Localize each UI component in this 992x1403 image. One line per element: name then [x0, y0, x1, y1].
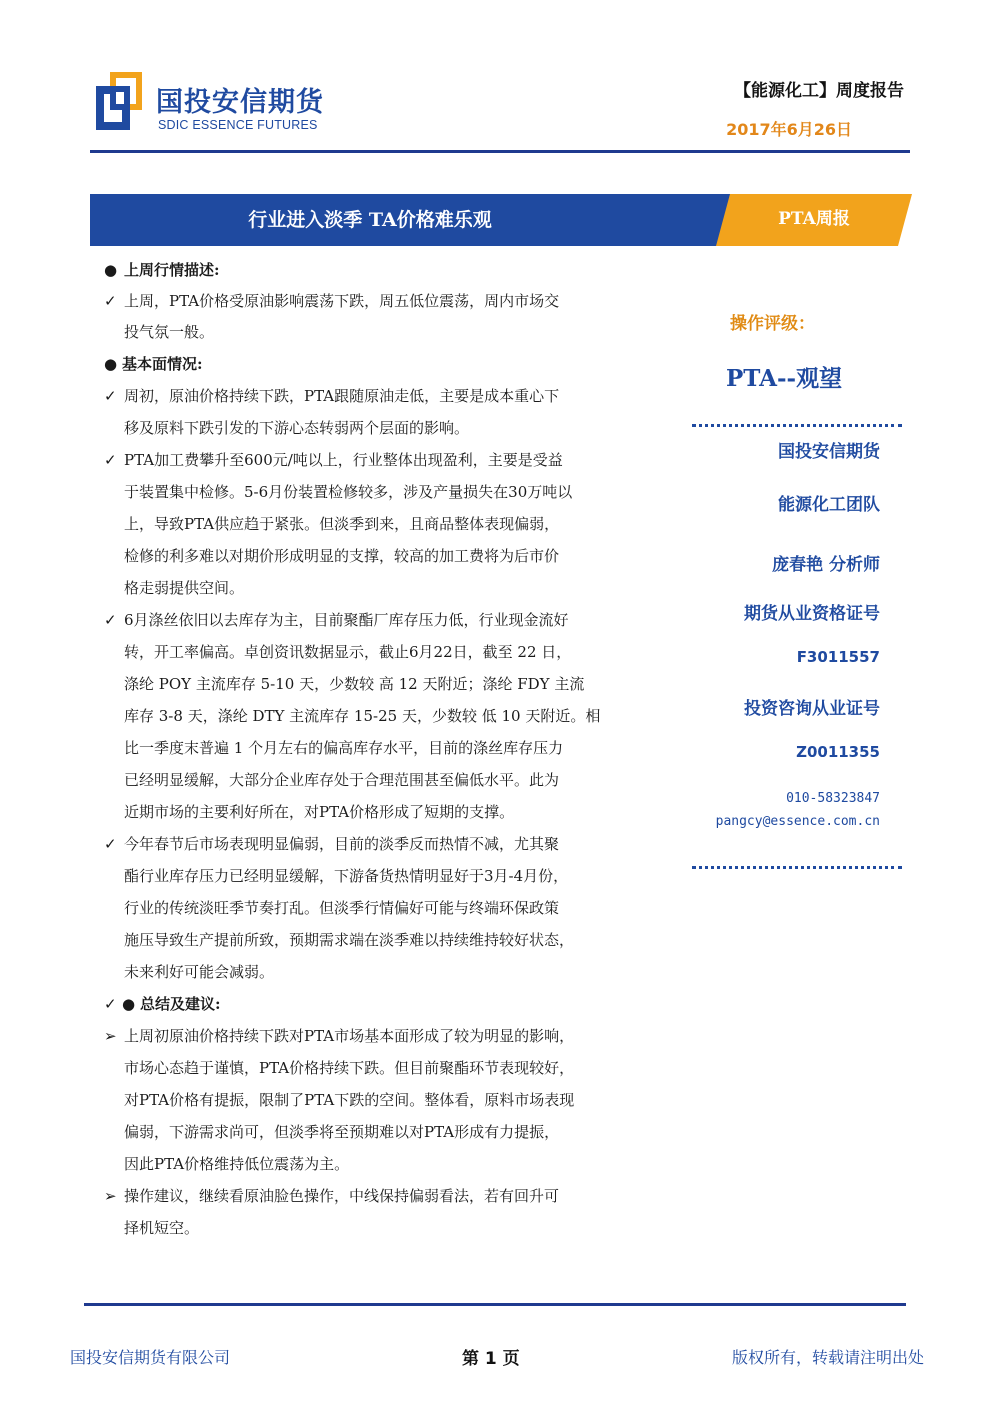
logo-company-name-en: SDIC ESSENCE FUTURES: [158, 118, 318, 132]
paragraph-line: 周初，原油价格持续下跌，PTA跟随原油走低，主要是成本重心下: [124, 387, 560, 405]
cert2-value: Z0011355: [796, 743, 880, 761]
paragraph-line: 于装置集中检修。5-6月份装置检修较多，涉及产量损失在30万吨以: [124, 483, 573, 501]
paragraph-line: 施压导致生产提前所致，预期需求端在淡季难以持续维持较好状态，: [124, 931, 575, 949]
checkmark-icon: ✓: [104, 995, 117, 1013]
paragraph-line: 今年春节后市场表现明显偏弱，目前的淡季反而热情不减，尤其聚: [124, 835, 560, 853]
section-heading: 总结及建议:: [140, 995, 221, 1013]
page-number: 第 1 页: [462, 1349, 520, 1369]
arrow-bullet-icon: ➢: [104, 1187, 117, 1205]
section-heading: 基本面情况:: [122, 355, 203, 373]
paragraph-line: 比一季度末普遍 1 个月左右的偏高库存水平，目前的涤丝库存压力: [124, 739, 564, 757]
header-divider: [90, 150, 910, 153]
rating-label: 操作评级：: [730, 314, 815, 334]
footer-copyright: 版权所有，转载请注明出处: [731, 1348, 924, 1367]
paragraph-line: 格走弱提供空间。: [124, 579, 245, 597]
section-heading: 上周行情描述:: [124, 261, 220, 279]
sidebar-divider: [692, 866, 902, 869]
paragraph-line: 择机短空。: [124, 1219, 200, 1237]
checkmark-icon: ✓: [104, 292, 117, 310]
report-title: 行业进入淡季 TA价格难乐观: [248, 209, 492, 231]
analyst-name: 庞春艳 分析师: [772, 555, 880, 575]
paragraph-line: 酯行业库存压力已经明显缓解，下游备货热情明显好于3月-4月份，: [124, 867, 569, 885]
paragraph-line: 转，开工率偏高。卓创资讯数据显示，截止6月22日，截至 22 日，: [124, 643, 572, 661]
paragraph-line: 移及原料下跌引发的下游心态转弱两个层面的影响。: [124, 419, 470, 437]
checkmark-icon: ✓: [104, 451, 117, 469]
bullet-icon: ●: [122, 995, 136, 1013]
sidebar-team: 能源化工团队: [778, 495, 880, 515]
bullet-icon: ●: [104, 355, 118, 373]
paragraph-line: 已经明显缓解，大部分企业库存处于合理范围甚至偏低水平。此为: [124, 771, 560, 789]
paragraph-line: 偏弱，下游需求尚可，但淡季将至预期难以对PTA形成有力提振，: [124, 1123, 560, 1141]
paragraph-line: 市场心态趋于谨慎，PTA价格持续下跌。但目前聚酯环节表现较好，: [124, 1059, 575, 1077]
report-tag: PTA周报: [778, 209, 850, 229]
cert2-label: 投资咨询从业证号: [744, 699, 880, 719]
checkmark-icon: ✓: [104, 611, 117, 629]
paragraph-line: 未来利好可能会减弱。: [124, 963, 275, 981]
paragraph-line: 上，导致PTA供应趋于紧张。但淡季到来，且商品整体表现偏弱，: [124, 515, 560, 533]
analyst-email: pangcy@essence.com.cn: [715, 814, 880, 829]
logo-company-name: 国投安信期货: [156, 87, 324, 118]
footer-divider: [84, 1303, 906, 1306]
paragraph-line: 操作建议，继续看原油脸色操作，中线保持偏弱看法，若有回升可: [124, 1187, 560, 1205]
bullet-icon: ●: [104, 261, 118, 279]
paragraph-line: PTA加工费攀升至600元/吨以上，行业整体出现盈利，主要是受益: [124, 451, 563, 469]
footer-company: 国投安信期货有限公司: [70, 1348, 231, 1367]
paragraph-line: 近期市场的主要利好所在，对PTA价格形成了短期的支撑。: [124, 803, 515, 821]
paragraph-line: 库存 3-8 天，涤纶 DTY 主流库存 15-25 天，少数较 低 10 天附近。相: [124, 707, 601, 725]
paragraph-line: 对PTA价格有提振，限制了PTA下跌的空间。整体看，原料市场表现: [124, 1091, 575, 1109]
paragraph-line: 投气氛一般。: [124, 323, 215, 341]
paragraph-line: 6月涤丝依旧以去库存为主，目前聚酯厂库存压力低，行业现金流好: [124, 611, 569, 629]
checkmark-icon: ✓: [104, 835, 117, 853]
paragraph-line: 行业的传统淡旺季节奏打乱。但淡季行情偏好可能与终端环保政策: [124, 899, 560, 917]
paragraph-line: 检修的利多难以对期价形成明显的支撑，较高的加工费将为后市价: [124, 547, 560, 565]
checkmark-icon: ✓: [104, 387, 117, 405]
paragraph-line: 上周，PTA价格受原油影响震荡下跌，周五低位震荡，周内市场交: [124, 292, 560, 310]
sidebar-company: 国投安信期货: [778, 442, 880, 462]
report-date: 2017年6月26日: [726, 120, 852, 139]
arrow-bullet-icon: ➢: [104, 1027, 117, 1045]
report-type: 【能源化工】周度报告: [734, 81, 904, 101]
cert1-value: F3011557: [796, 648, 880, 666]
paragraph-line: 上周初原油价格持续下跌对PTA市场基本面形成了较为明显的影响，: [124, 1027, 575, 1045]
analyst-phone: 010-58323847: [786, 791, 880, 806]
paragraph-line: 因此PTA价格维持低位震荡为主。: [124, 1155, 350, 1173]
company-logo-icon: [96, 72, 142, 130]
paragraph-line: 涤纶 POY 主流库存 5-10 天，少数较 高 12 天附近；涤纶 FDY 主流: [124, 675, 585, 693]
cert1-label: 期货从业资格证号: [744, 604, 880, 624]
sidebar-divider: [692, 424, 902, 427]
rating-value: PTA--观望: [726, 365, 843, 392]
